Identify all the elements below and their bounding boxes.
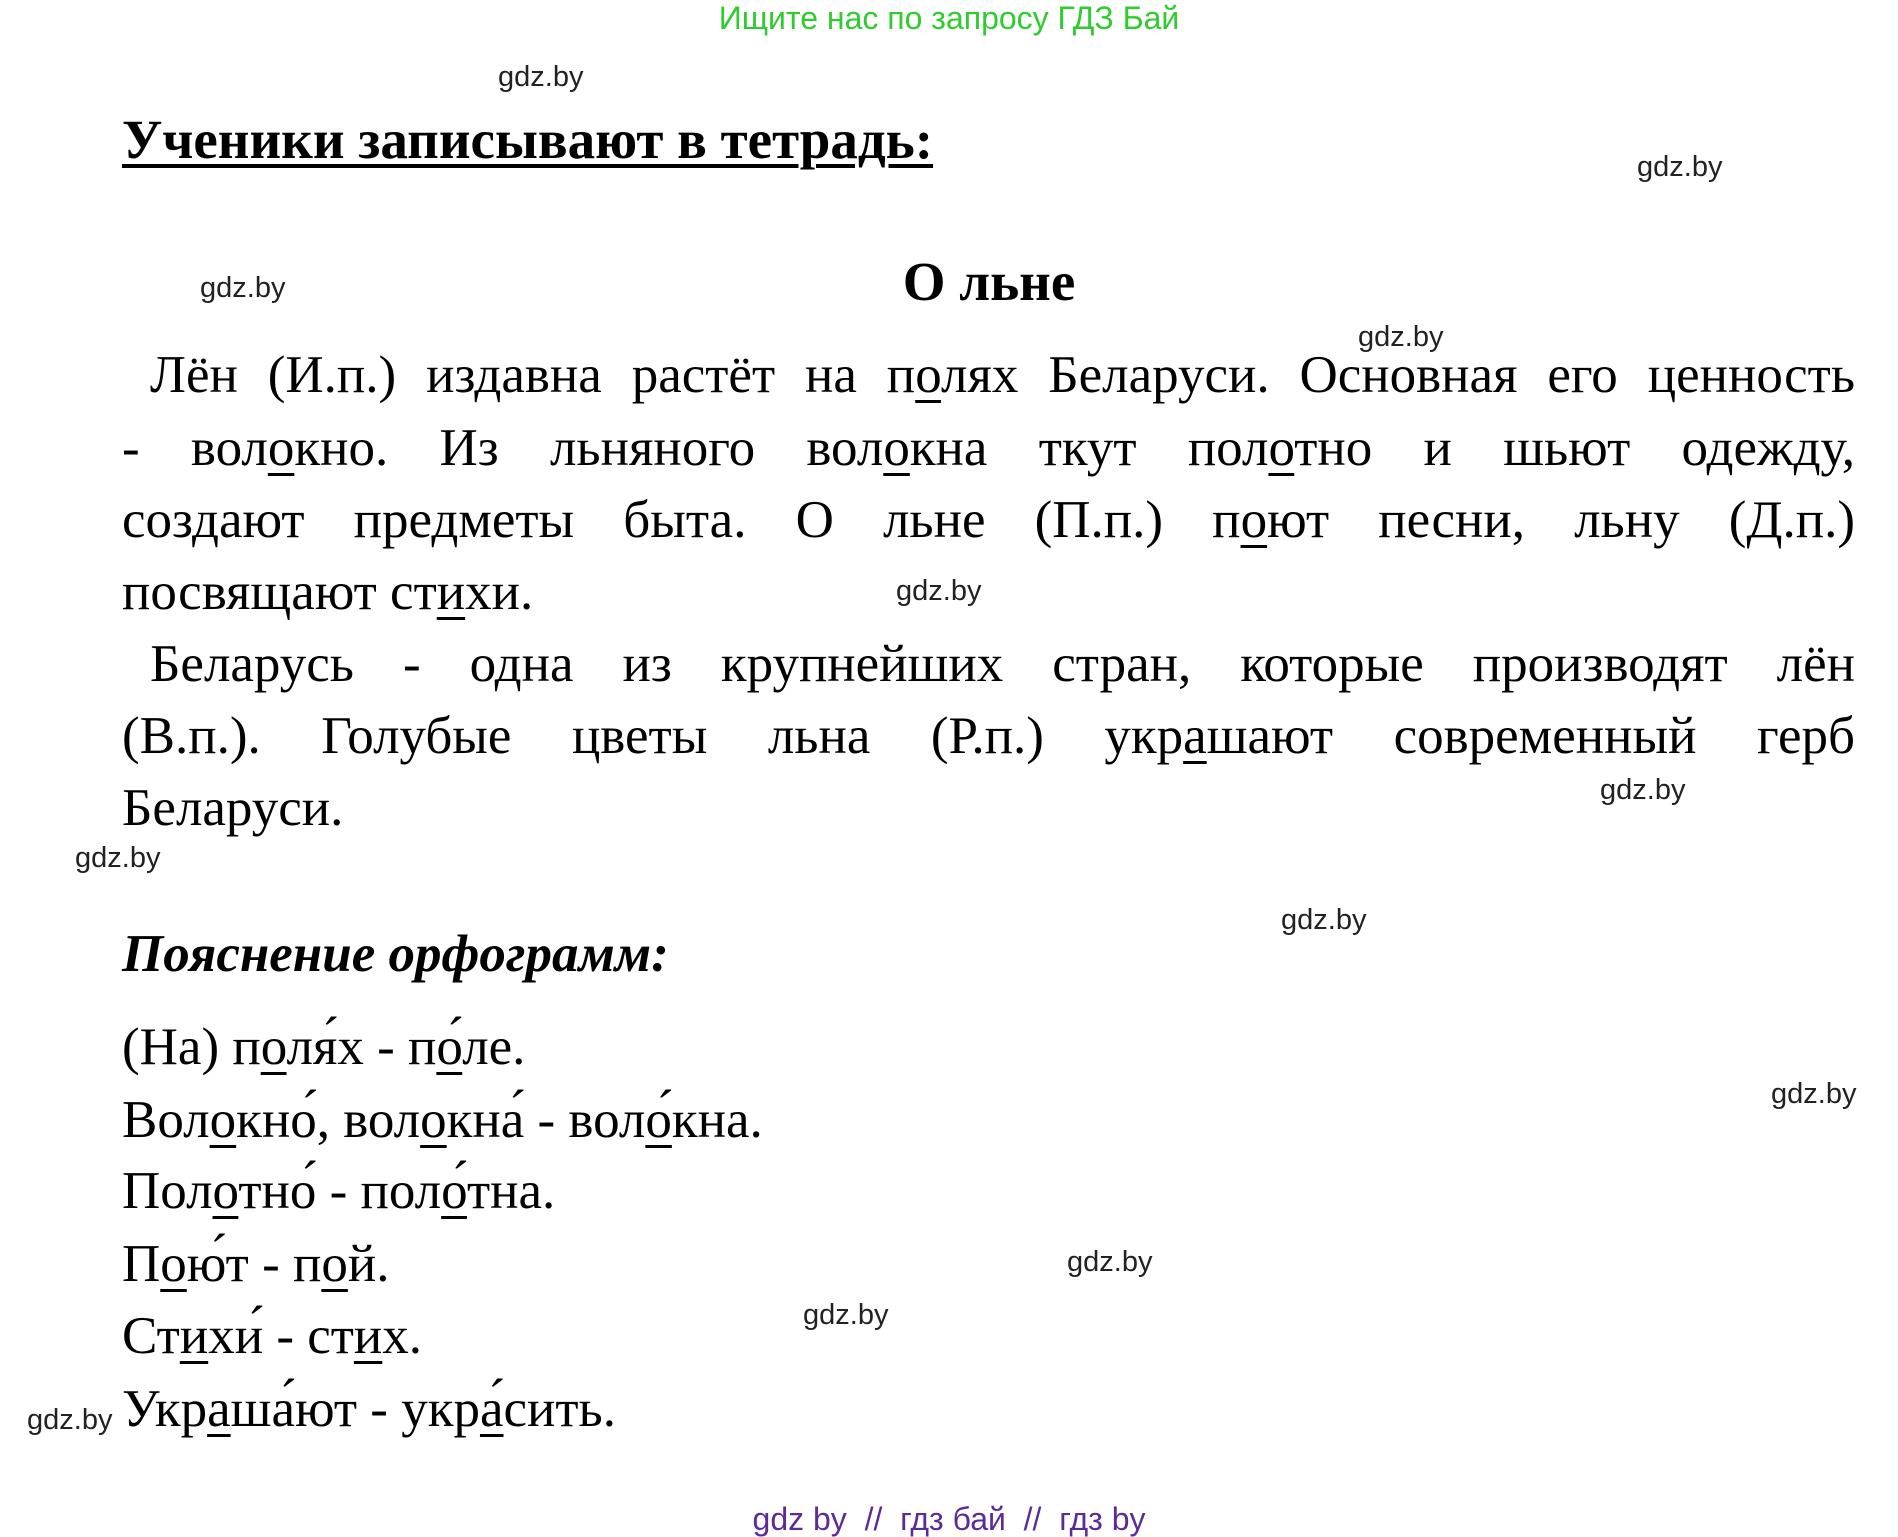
explanation-line <box>122 1304 422 1368</box>
explanation-line <box>122 1159 555 1223</box>
text-segment: тна. <box>466 1162 556 1220</box>
watermark: gdz.by <box>1067 1246 1153 1278</box>
explanation-heading: Пояснение орфограмм: <box>122 925 669 983</box>
footer-links: gdz by // гдз бай // гдз by <box>752 1501 1146 1537</box>
text-segment: ша́ют - укр <box>230 1380 480 1438</box>
underlined-letter: о <box>212 1162 239 1220</box>
paragraph-line <box>122 704 1855 768</box>
text-segment: тно́ - пол <box>238 1162 442 1220</box>
underlined-letter: и <box>179 1307 209 1365</box>
text-segment: ют песни, льну (Д.п.) <box>1267 491 1856 549</box>
text-segment: Укр <box>122 1380 208 1438</box>
text-segment: кно. Из льняного вол <box>294 419 884 477</box>
text-segment: х. <box>382 1307 423 1365</box>
underlined-letter: о <box>883 419 910 477</box>
text-segment: хи́ - ст <box>208 1307 354 1365</box>
explanation-line <box>122 1232 389 1296</box>
watermark: gdz.by <box>27 1404 113 1436</box>
watermark: gdz.by <box>75 842 161 874</box>
underlined-letter: о́ <box>645 1091 672 1149</box>
paragraph-line <box>150 632 1855 696</box>
paragraph-line <box>122 560 1855 624</box>
watermark: gdz.by <box>803 1299 889 1331</box>
text-segment: шают современный герб <box>1206 707 1855 765</box>
paragraph-line <box>150 343 1855 407</box>
text-segment: ю́т - п <box>186 1235 322 1293</box>
underlined-letter: о <box>260 1018 287 1076</box>
text-segment: (В.п.). Голубые цветы льна (Р.п.) укр <box>122 707 1184 765</box>
text-segment: Беларусь - одна из крупнейших стран, которые производят лён <box>150 635 1855 693</box>
watermark: gdz.by <box>200 272 286 304</box>
text-segment: кна́ - вол <box>446 1091 646 1149</box>
text-segment: Вол <box>122 1091 210 1149</box>
text-segment: кна. <box>671 1091 763 1149</box>
watermark: gdz.by <box>1637 151 1723 183</box>
text-segment: (На) п <box>122 1018 261 1076</box>
explanation-line <box>122 1015 525 1079</box>
underlined-letter: о <box>160 1235 187 1293</box>
text-segment: ле. <box>462 1018 526 1076</box>
watermark: gdz.by <box>1281 904 1367 936</box>
text-segment: кна ткут пол <box>909 419 1269 477</box>
text-segment: сить. <box>503 1380 616 1438</box>
underlined-letter: и <box>436 563 466 621</box>
underlined-letter: о <box>420 1091 447 1149</box>
underlined-letter: а <box>207 1380 231 1438</box>
underlined-letter: о́ <box>441 1162 467 1220</box>
text-segment: лях Беларуси. Основная его ценность <box>941 346 1855 404</box>
underlined-letter: о <box>267 419 295 477</box>
explanation-line <box>122 1377 616 1441</box>
underlined-letter: о <box>1268 419 1295 477</box>
text-segment: - вол <box>122 419 268 477</box>
text-segment: Ст <box>122 1307 180 1365</box>
underlined-letter: о <box>915 346 941 404</box>
text-segment: й. <box>347 1235 390 1293</box>
underlined-letter: и <box>353 1307 383 1365</box>
watermark: gdz.by <box>1771 1078 1857 1110</box>
text-segment: П <box>122 1235 161 1293</box>
underlined-letter: о <box>1240 491 1268 549</box>
paragraph-line <box>122 488 1855 552</box>
top-banner: Ищите нас по запросу ГДЗ Бай <box>718 0 1180 36</box>
watermark: gdz.by <box>498 61 584 93</box>
text-segment: хи. <box>465 563 534 621</box>
text-title: О льне <box>902 251 1076 312</box>
paragraph-line <box>122 776 1855 840</box>
paragraph-line <box>122 416 1855 480</box>
text-segment: посвящают ст <box>122 563 437 621</box>
underlined-letter: о́ <box>436 1018 463 1076</box>
text-segment: ля́х - п <box>286 1018 437 1076</box>
watermark: gdz.by <box>1600 774 1686 806</box>
underlined-letter: а́ <box>479 1380 504 1438</box>
explanation-line <box>122 1088 763 1152</box>
underlined-letter: о <box>321 1235 348 1293</box>
text-segment: Лён (И.п.) издавна растёт на п <box>150 346 916 404</box>
underlined-letter: о <box>209 1091 237 1149</box>
text-segment: Беларуси. <box>122 779 344 837</box>
section-heading: Ученики записывают в тетрадь: <box>122 109 934 170</box>
text-segment: Пол <box>122 1162 213 1220</box>
underlined-letter: а <box>1183 707 1207 765</box>
text-segment: создают предметы быта. О льне (П.п.) п <box>122 491 1241 549</box>
text-segment: тно и шьют одежду, <box>1294 419 1855 477</box>
watermark: gdz.by <box>896 575 982 607</box>
text-segment: кно́, вол <box>236 1091 421 1149</box>
watermark: gdz.by <box>1358 321 1444 353</box>
